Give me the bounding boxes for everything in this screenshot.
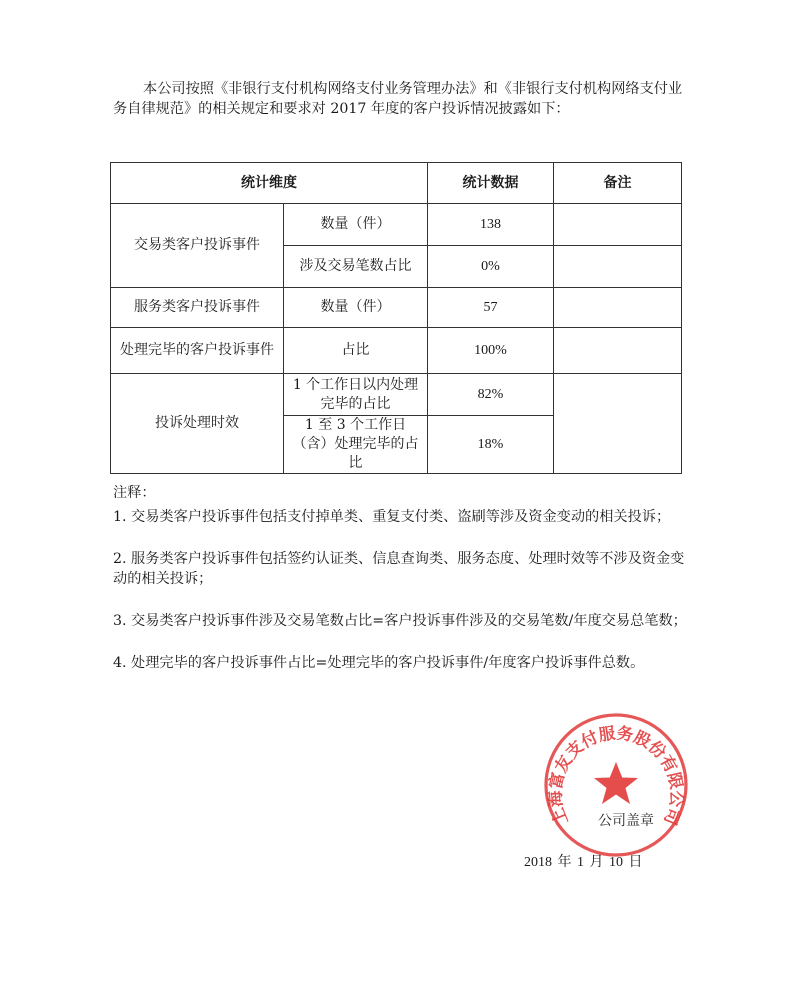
date-day-unit: 日	[628, 855, 643, 870]
value-cell: 18%	[428, 416, 554, 474]
notes-section	[113, 483, 688, 695]
date-year-unit: 年	[557, 855, 572, 870]
value-cell: 138	[428, 204, 554, 246]
note-item: 3. 交易类客户投诉事件涉及交易笔数占比=客户投诉事件涉及的交易笔数/年度交易总笔数；	[113, 613, 687, 629]
date-year: 2018	[524, 855, 552, 870]
intro-paragraph	[113, 79, 688, 119]
header-remark: 备注	[554, 163, 682, 204]
category-cell: 处理完毕的客户投诉事件	[111, 328, 284, 374]
metric-cell: 1 至 3 个工作日（含）处理完毕的占比	[284, 416, 428, 474]
value-cell: 82%	[428, 374, 554, 416]
complaint-stats-table	[110, 162, 682, 474]
metric-cell: 1 个工作日以内处理完毕的占比	[284, 374, 428, 416]
category-cell: 服务类客户投诉事件	[111, 288, 284, 328]
date-day: 10	[609, 855, 623, 870]
category-cell: 交易类客户投诉事件	[111, 204, 284, 288]
remark-cell	[554, 288, 682, 328]
metric-cell: 数量（件）	[284, 288, 428, 328]
document-date	[524, 851, 645, 871]
metric-cell: 数量（件）	[284, 204, 428, 246]
company-seal	[543, 712, 689, 858]
date-month: 1	[577, 855, 584, 870]
value-cell: 0%	[428, 246, 554, 288]
seal-caption: 公司盖章	[598, 813, 654, 829]
note-item: 1. 交易类客户投诉事件包括支付掉单类、重复支付类、盗刷等涉及资金变动的相关投诉；	[113, 509, 671, 525]
table-header-row	[111, 163, 682, 204]
remark-cell	[554, 204, 682, 246]
table-row	[111, 328, 682, 374]
header-dimension: 统计维度	[111, 163, 428, 204]
table-row	[111, 288, 682, 328]
table-row	[111, 204, 682, 246]
seal-text: 上海富友支付服务股份有限公司	[545, 723, 687, 828]
remark-cell	[554, 374, 682, 474]
value-cell: 100%	[428, 328, 554, 374]
note-item: 2. 服务类客户投诉事件包括签约认证类、信息查询类、服务态度、处理时效等不涉及资金变动的相关投诉；	[113, 551, 685, 587]
seal-star-icon	[594, 762, 638, 804]
intro-text: 本公司按照《非银行支付机构网络支付业务管理办法》和《非银行支付机构网络支付业务自律规范》的相关规定和要求对 2017 年度的客户投诉情况披露如下：	[113, 81, 683, 117]
header-data: 统计数据	[428, 163, 554, 204]
table-row	[111, 374, 682, 416]
remark-cell	[554, 328, 682, 374]
category-cell: 投诉处理时效	[111, 374, 284, 474]
value-cell: 57	[428, 288, 554, 328]
notes-title: 注释：	[113, 485, 156, 501]
metric-cell: 涉及交易笔数占比	[284, 246, 428, 288]
date-month-unit: 月	[589, 855, 604, 870]
note-item: 4. 处理完毕的客户投诉事件占比=处理完毕的客户投诉事件/年度客户投诉事件总数。	[113, 655, 645, 671]
remark-cell	[554, 246, 682, 288]
metric-cell: 占比	[284, 328, 428, 374]
